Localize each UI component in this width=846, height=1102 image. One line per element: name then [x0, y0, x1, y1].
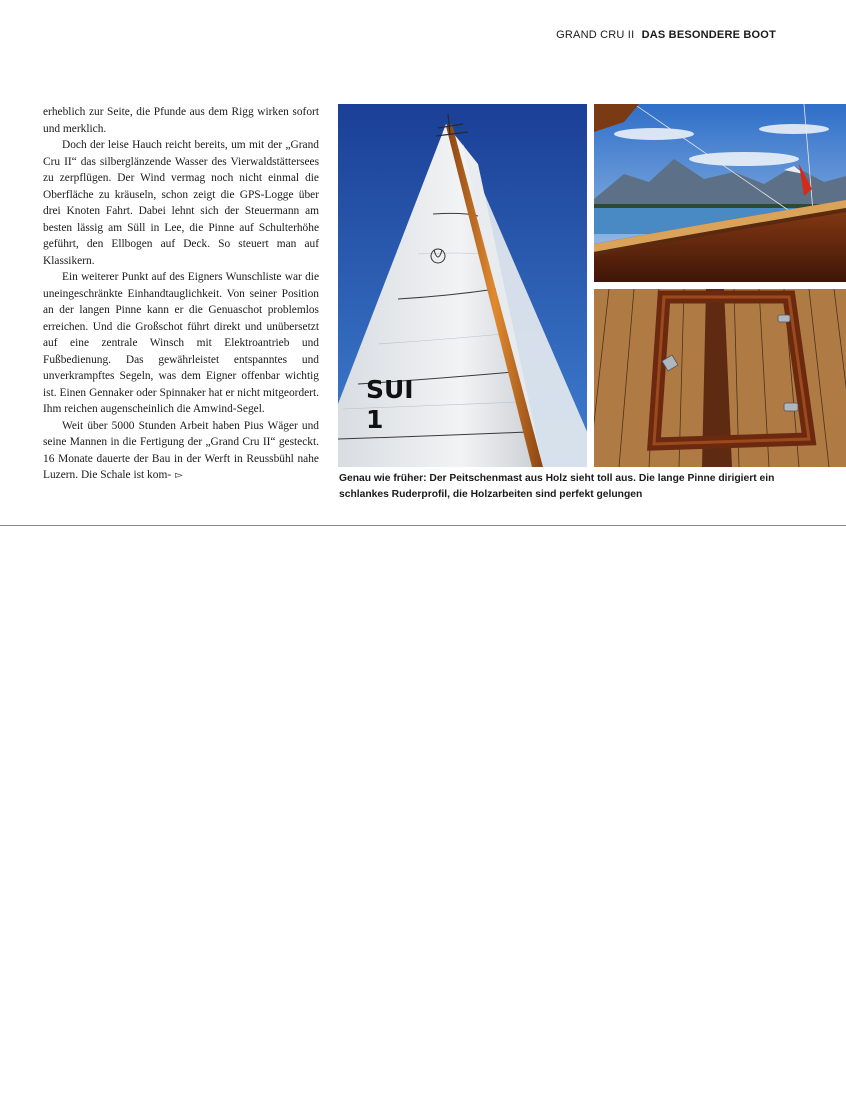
photo-caption: Genau wie früher: Der Peitschenmast aus Holz sieht toll aus. Die lange Pinne dirigiert ein schlankes Ruderprofil, die Holzarbeiten sind perfekt gelungen — [339, 473, 775, 500]
header-section: DAS BESONDERE BOOT — [641, 29, 776, 41]
sail-number-line1: SUI — [366, 375, 414, 404]
paragraph-2: Doch der leise Hauch reicht bereits, um mit der „Grand Cru II“ das silberglänzende Wasser des Vierwaldstättersees zu zerpflügen. Der Wind vermag noch nicht einmal die Oberfläche zu kräuseln, schon zeigt die GPS-Logge über drei Knoten Fahrt. Dabei lehnt sich der Steuermann am besten lässig am Süll in Lee, die Pinne auf Schulterhöhe geführt, den Ellbogen auf Deck. So steuert man auf Klassikern. — [43, 139, 319, 267]
paragraph-1: erheblich zur Seite, die Pfunde aus dem Rigg wirken sofort und merklich. — [43, 106, 319, 135]
photo-sail-mast — [338, 104, 587, 467]
header-series: GRAND CRU II — [556, 29, 635, 41]
divider-line — [0, 525, 846, 526]
continue-arrow-icon: ▻ — [175, 470, 183, 481]
paragraph-4-text: Weit über 5000 Stunden Arbeit haben Pius Wäger und seine Mannen in die Fertigung der „Grand Cru II“ gesteckt. 16 Monate dauerte der Bau in der Werft in Reussbühl nahe Luzern. Die Schale ist kom- — [43, 419, 319, 481]
article-body — [43, 104, 319, 485]
paragraph-4 — [43, 418, 319, 485]
running-header — [556, 29, 776, 41]
photo-teak-deck — [594, 289, 846, 467]
paragraph-3: Ein weiterer Punkt auf des Eigners Wunschliste war die uneingeschränkte Einhandtauglichkeit. Von seiner Position an der langen Pinne kann er die Genuaschot problemlos erreichen. Und die Großschot führt direkt und unübersetzt auf eine zentrale Winsch mit Elektroantrieb und Fußbedienung. Das gewährleistet entspanntes und unverkrampftes Segeln, was dem Eigner offenbar wichtig ist. Einen Gennaker oder Spinnaker hat er nicht mitgeordert. Ihm reichen augenscheinlich die Amwind-Segel. — [43, 271, 319, 415]
sail-number-line2: 1 — [366, 405, 384, 434]
photo-lake-view — [594, 104, 846, 282]
